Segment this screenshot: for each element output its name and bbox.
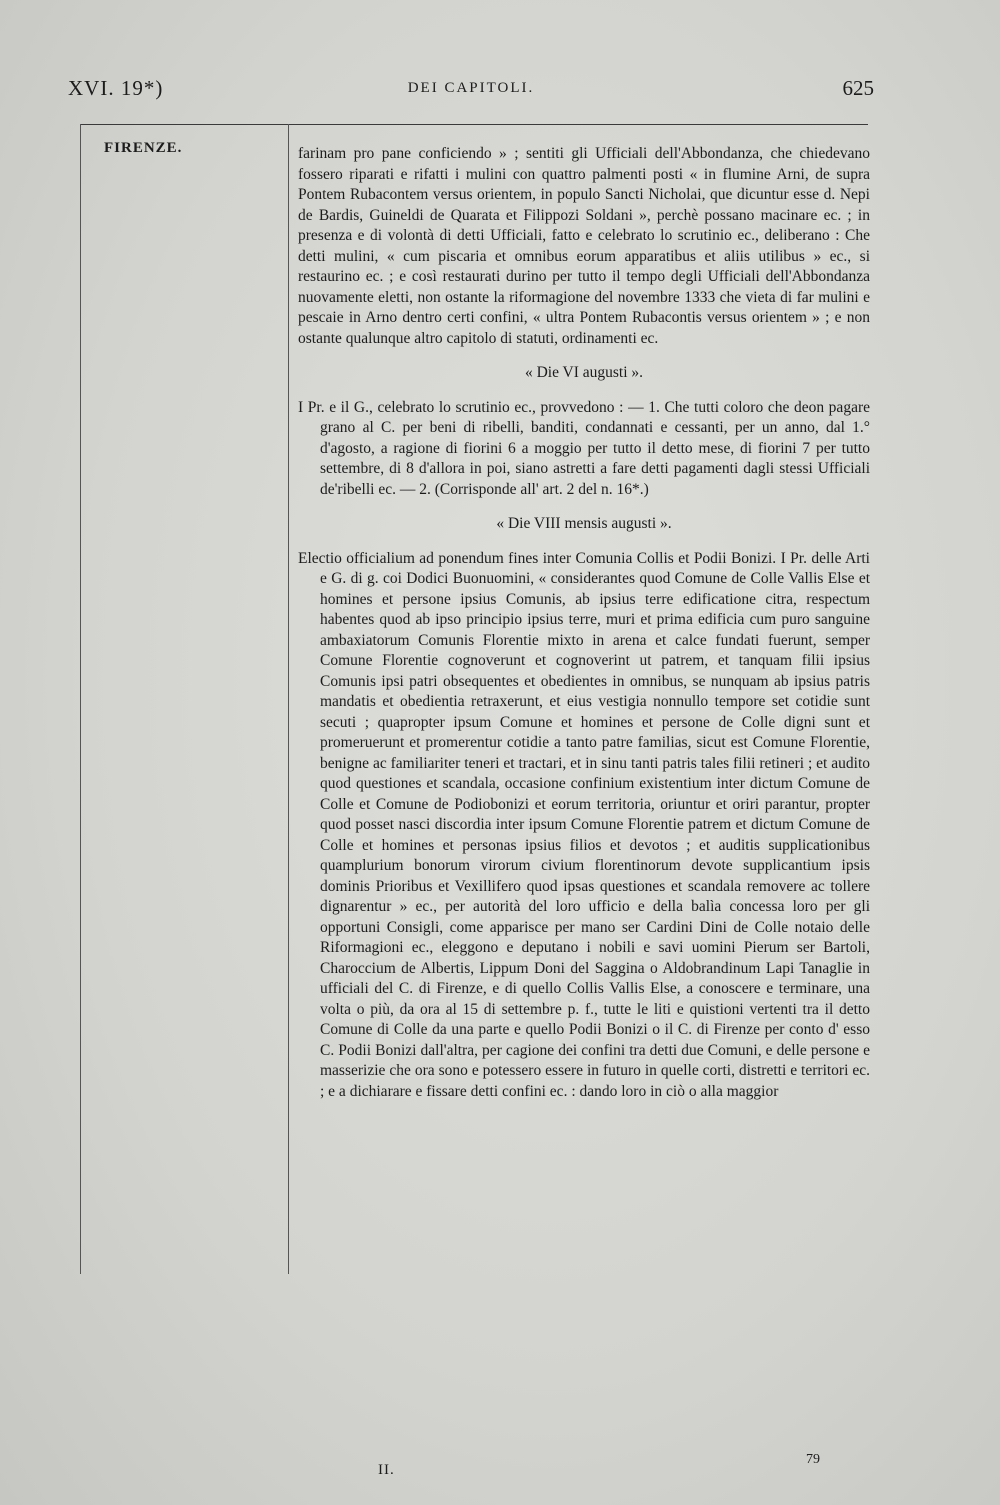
date-heading-1: « Die VI augusti ».	[524, 364, 644, 381]
sheet-number: 79	[806, 1452, 820, 1467]
margin-divider	[288, 124, 289, 1274]
date-heading-2: « Die VIII mensis augusti ».	[496, 515, 672, 532]
running-title: DEI CAPITOLI.	[407, 80, 535, 96]
page-number: 625	[842, 76, 874, 100]
signature-mark: II.	[378, 1462, 395, 1478]
margin-place-label: FIRENZE.	[104, 140, 183, 156]
paragraph-3: Electio officialium ad ponendum fines inter Comunia Collis et Podii Bonizi. I Pr. delle Arti e G. di g. coi Dodici Buonuomini, « considerantes quod Comune de Colle Vallis Else et homines et persone ipsius Comunis, ab ipsius terre edificatione citra, respectum habentes quod ab ipso principio ipsius terre, muri et prima edificia cum puro sanguine ambaxiatorum Comunis Florentie mixto in arena et calce fundati fuerunt, semper Comune Florentie cognoverunt et cognoverint ut patrem, et tanquam filii ipsius Comunis ipsi patri obsequentes et obedientes in omnibus, se nunquam ab ipsius patris mandatis et obedientia retraxerunt, et eius vestigia nonnullo tempore set cotidie sunt secuti ; quapropter ipsum Comune et homines et persone de Colle digni sunt et promeruerunt et promerentur cotidie a tanto patre familias, sicut est Comune Florentie, benigne ac familiariter teneri et tractari, et in sinu tanti patris tales filii retineri ; et audito quod questiones et scandala, occasione confinium existentium inter dictum Comune de Colle et Comune de Podiobonizi et eorum territoria, oriuntur et oriri parantur, propter quod posset nasci discordia inter ipsum Comune Florentie patrem et dictum Comune de Colle et homines et personas ipsius filios et devotos ; et auditis supplicationibus quamplurium bonorum virorum civium florentinorum devote supplicantium ipsis dominis Prioribus et Vexillifero quod ipsas questiones et scandala removere ac tollere dignarentur » ec., per autorità del loro ufficio e della balìa concessa loro per gli opportuni Consigli, come apparisce per mano ser Cardini Dini de Colle notaio delle Riformagioni ec., eleggono e deputano i nobili e savi uomini Pierum ser Bartoli, Charoccium de Albertis, Lippum Doni del Saggina o Aldobrandinum Lapi Tanaglie in ufficiali del C. di Firenze, e di quello Collis Vallis Else, a conoscere e terminare, una volta o più, da ora al 15 di settembre p. f., tutte le liti e quistioni vertenti tra il detto Comune di Colle da una parte e quello Podii Bonizi o il C. di Firenze per conto d' esso C. Podii Bonizi dall'altra, per cagione dei confini tra detti due Comuni, e delle persone e masserizie che ora sono e potessero essere in futuro in quelle corti, distretti e territori ec. ; e a dichiarare e fissare detti confini ec. : dando loro in ciò o alla maggior	[298, 549, 870, 1100]
main-text	[298, 144, 870, 1102]
paragraph-1: farinam pro pane conficiendo » ; sentiti gli Ufficiali dell'Abbondanza, che chiedevano fossero riparati e rifatti i mulini con quattro palmenti posti « in flumine Arni, de supra Pontem Rubacontem versus orientem, in populo Sancti Nicholai, que dicuntur esse d. Nepi de Bardis, Guineldi de Quarata et Filippozi Soldani », perchè possano macinare ec. ; in presenza e di volontà di detti Ufficiali, fatto e celebrato lo scrutinio ec., deliberano : Che detti mulini, « cum piscaria et omnibus eorum apparatibus et aliis utilibus » ec., si restaurino ec. ; e così restaurati durino per tutto il tempo degli Ufficiali dell'Abbondanza nuovamente eletti, non ostante la riformagione del novembre 1333 che vieta di far mulini e pescaie in Arno dentro certi confini, « ultra Pontem Rubacontis versus orientem » ; e non ostante qualunque altro capitolo di statuti, ordinamenti ec.	[298, 145, 870, 347]
margin-column	[80, 124, 289, 1274]
running-header	[68, 76, 874, 106]
section-reference: XVI. 19*)	[68, 76, 164, 100]
paragraph-2: I Pr. e il G., celebrato lo scrutinio ec., provvedono : — 1. Che tutti coloro che deon pagare grano al C. per beni di ribelli, banditi, condannati e cessanti, per un anno, dal 1.° d'agosto, a ragione di fiorini 6 a moggio per tutto il detto mese, di fiorini 7 per tutto settembre, di 8 d'allora in poi, siano astretti a fare detti pagamenti dagli stessi Ufficiali de'ribelli ec. — 2. (Corrisponde all' art. 2 del n. 16*.)	[298, 398, 870, 498]
